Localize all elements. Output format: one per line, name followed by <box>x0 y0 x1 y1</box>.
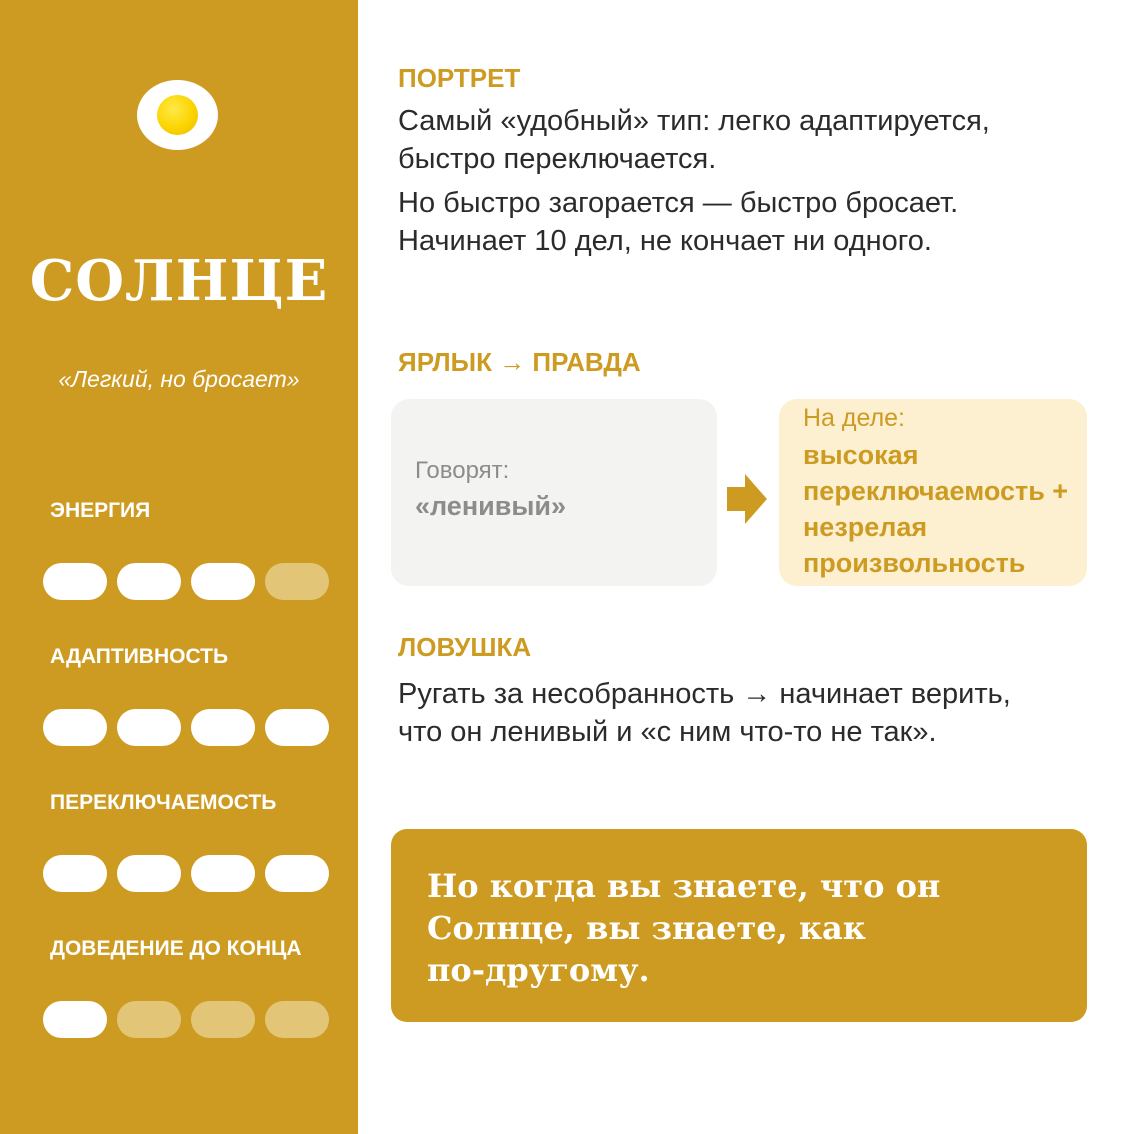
truth-line: высокая <box>803 440 919 470</box>
level-pill-filled <box>117 855 181 892</box>
level-pill-filled <box>117 563 181 600</box>
portrait-line: быстро переключается. <box>398 143 717 175</box>
trait-scale-follow-through <box>43 1001 329 1038</box>
portrait-paragraph-1 <box>398 102 990 178</box>
portrait-heading: ПОРТРЕТ <box>398 63 521 93</box>
says-card <box>391 399 717 586</box>
quote-line: Солнце, вы знаете, как <box>427 909 866 947</box>
level-pill-filled <box>191 855 255 892</box>
level-pill-filled <box>43 1001 107 1038</box>
sun-core <box>157 95 198 135</box>
level-pill-filled <box>265 855 329 892</box>
trait-scale-switching <box>43 855 329 892</box>
level-pill-filled <box>265 709 329 746</box>
label-truth-heading: ЯРЛЫК → ПРАВДА <box>398 347 641 377</box>
quote-card <box>391 829 1087 1022</box>
sidebar <box>0 0 358 1134</box>
truth-line: незрелая <box>803 512 928 542</box>
level-pill-filled <box>43 855 107 892</box>
trait-label-switching: ПЕРЕКЛЮЧАЕМОСТЬ <box>50 791 277 814</box>
level-pill-empty <box>117 1001 181 1038</box>
trait-label-energy: ЭНЕРГИЯ <box>50 499 151 522</box>
level-pill-filled <box>43 563 107 600</box>
arrow-right-icon <box>727 474 767 524</box>
truth-card <box>779 399 1087 586</box>
truth-line: произвольность <box>803 548 1026 578</box>
type-title: СОЛНЦЕ <box>29 248 329 314</box>
says-value: «ленивый» <box>415 491 567 521</box>
trap-line: что он ленивый и «с ним что-то не так». <box>398 716 937 748</box>
portrait-line: Но быстро загорается — быстро бросает. <box>398 187 959 219</box>
portrait-line: Начинает 10 дел, не кончает ни одного. <box>398 225 932 257</box>
truth-line: переключаемость + <box>803 476 1069 506</box>
truth-label: На деле: <box>803 404 906 432</box>
level-pill-filled <box>191 709 255 746</box>
says-label: Говорят: <box>415 457 510 484</box>
quote-line: Но когда вы знаете, что он <box>427 867 941 905</box>
portrait-line: Самый «удобный» тип: легко адаптируется, <box>398 105 990 137</box>
trap-paragraph <box>398 675 1011 751</box>
quote-text <box>427 865 940 991</box>
level-pill-filled <box>191 563 255 600</box>
trait-scale-energy <box>43 563 329 600</box>
portrait-paragraph-2 <box>398 184 958 260</box>
level-pill-empty <box>191 1001 255 1038</box>
quote-line: по-другому. <box>427 951 650 989</box>
trap-heading: ЛОВУШКА <box>398 632 532 662</box>
trait-label-follow-through: ДОВЕДЕНИЕ ДО КОНЦА <box>50 937 302 960</box>
level-pill-empty <box>265 563 329 600</box>
trap-line: Ругать за несобранность → начинает верить, <box>398 678 1011 710</box>
level-pill-filled <box>43 709 107 746</box>
type-subtitle: «Легкий, но бросает» <box>58 366 300 392</box>
sun-egg-icon <box>137 80 218 150</box>
truth-value <box>803 437 1068 581</box>
level-pill-filled <box>117 709 181 746</box>
level-pill-empty <box>265 1001 329 1038</box>
trait-scale-adaptivity <box>43 709 329 746</box>
trait-label-adaptivity: АДАПТИВНОСТЬ <box>50 645 229 668</box>
